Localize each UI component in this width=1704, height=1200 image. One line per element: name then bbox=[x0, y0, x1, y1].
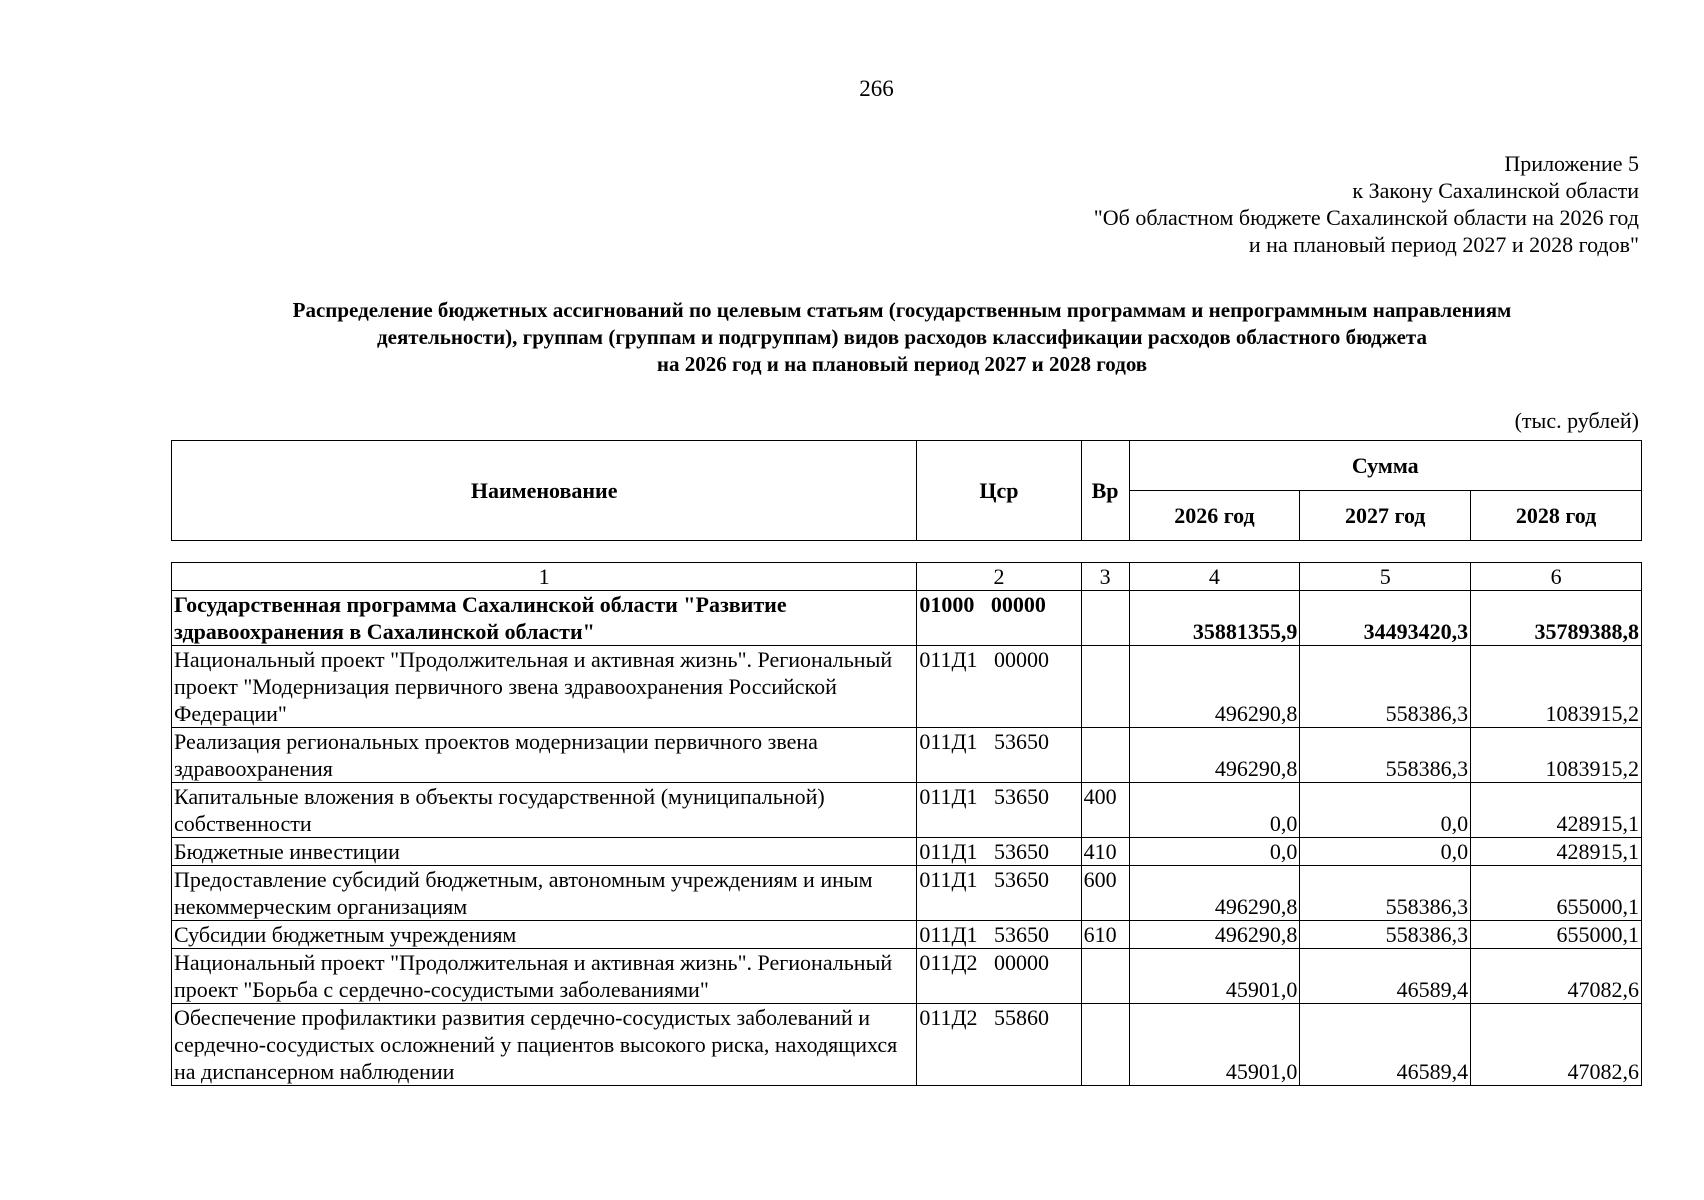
row-name: Обеспечение профилактики развития сердечно-сосудистых заболеваний и сердечно-сосудистых осложнений у пациентов высокого риска, находящихся на диспансерном наблюдении bbox=[172, 1004, 917, 1086]
title-line-1: Распределение бюджетных ассигнований по целевым статьям (государственным программам и непрограммным направлениям bbox=[292, 298, 1512, 322]
row-vr bbox=[1081, 949, 1129, 1004]
column-number: 1 bbox=[172, 563, 917, 591]
row-amount-2028: 1083915,2 bbox=[1471, 728, 1642, 783]
appendix-line-2: к Закону Сахалинской области bbox=[1352, 178, 1639, 203]
row-amount-2027: 558386,3 bbox=[1300, 646, 1471, 728]
row-amount-2026: 45901,0 bbox=[1129, 1004, 1300, 1086]
row-csr: 011Д1 53650 bbox=[917, 783, 1081, 838]
row-amount-2028: 428915,1 bbox=[1471, 783, 1642, 838]
row-csr: 01000 00000 bbox=[917, 591, 1081, 646]
row-vr bbox=[1081, 728, 1129, 783]
row-csr: 011Д1 53650 bbox=[917, 728, 1081, 783]
title-line-3: на 2026 год и на плановый период 2027 и 2028 годов bbox=[656, 352, 1148, 376]
row-amount-2027: 0,0 bbox=[1300, 838, 1471, 866]
column-number: 5 bbox=[1300, 563, 1471, 591]
row-name: Государственная программа Сахалинской области "Развитие здравоохранения в Сахалинской области" bbox=[172, 591, 917, 646]
header-sum: Сумма bbox=[1129, 441, 1642, 491]
header-2026: 2026 год bbox=[1129, 491, 1300, 541]
budget-table bbox=[171, 562, 1642, 1086]
row-amount-2027: 46589,4 bbox=[1300, 1004, 1471, 1086]
row-amount-2028: 47082,6 bbox=[1471, 1004, 1642, 1086]
row-amount-2028: 1083915,2 bbox=[1471, 646, 1642, 728]
row-csr: 011Д1 53650 bbox=[917, 921, 1081, 949]
row-amount-2027: 34493420,3 bbox=[1300, 591, 1471, 646]
column-numbers-row bbox=[172, 563, 1642, 591]
row-amount-2027: 558386,3 bbox=[1300, 728, 1471, 783]
appendix-line-1: Приложение 5 bbox=[1504, 151, 1639, 176]
row-amount-2026: 496290,8 bbox=[1129, 921, 1300, 949]
row-amount-2027: 0,0 bbox=[1300, 783, 1471, 838]
row-amount-2028: 47082,6 bbox=[1471, 949, 1642, 1004]
row-name: Национальный проект "Продолжительная и активная жизнь". Региональный проект "Борьба с сердечно-сосудистыми заболеваниями" bbox=[172, 949, 917, 1004]
row-vr: 400 bbox=[1081, 783, 1129, 838]
row-csr: 011Д1 53650 bbox=[917, 838, 1081, 866]
row-name: Национальный проект "Продолжительная и активная жизнь". Региональный проект "Модернизация первичного звена здравоохранения Российской Федерации" bbox=[172, 646, 917, 728]
row-name: Капитальные вложения в объекты государственной (муниципальной) собственности bbox=[172, 783, 917, 838]
table-row bbox=[172, 728, 1642, 783]
appendix-line-4: и на плановый период 2027 и 2028 годов" bbox=[1248, 232, 1639, 257]
table-row bbox=[172, 866, 1642, 921]
table-row bbox=[172, 1004, 1642, 1086]
row-name: Субсидии бюджетным учреждениям bbox=[172, 921, 917, 949]
row-csr: 011Д1 00000 bbox=[917, 646, 1081, 728]
header-2028: 2028 год bbox=[1471, 491, 1642, 541]
row-vr: 600 bbox=[1081, 866, 1129, 921]
table-row bbox=[172, 949, 1642, 1004]
row-amount-2027: 558386,3 bbox=[1300, 866, 1471, 921]
column-number: 3 bbox=[1081, 563, 1129, 591]
column-number: 2 bbox=[917, 563, 1081, 591]
title-line-2: деятельности), группам (группам и подгруппам) видов расходов классификации расходов областного бюджета bbox=[377, 325, 1427, 349]
row-amount-2026: 496290,8 bbox=[1129, 728, 1300, 783]
row-csr: 011Д2 00000 bbox=[917, 949, 1081, 1004]
row-vr bbox=[1081, 1004, 1129, 1086]
column-number: 4 bbox=[1129, 563, 1300, 591]
row-amount-2026: 0,0 bbox=[1129, 783, 1300, 838]
table-row bbox=[172, 783, 1642, 838]
table-header bbox=[171, 440, 1642, 541]
row-csr: 011Д1 53650 bbox=[917, 866, 1081, 921]
row-amount-2027: 558386,3 bbox=[1300, 921, 1471, 949]
row-name: Реализация региональных проектов модернизации первичного звена здравоохранения bbox=[172, 728, 917, 783]
row-amount-2026: 35881355,9 bbox=[1129, 591, 1300, 646]
row-amount-2026: 45901,0 bbox=[1129, 949, 1300, 1004]
row-amount-2026: 496290,8 bbox=[1129, 866, 1300, 921]
header-vr: Вр bbox=[1081, 441, 1129, 541]
row-amount-2026: 496290,8 bbox=[1129, 646, 1300, 728]
row-name: Бюджетные инвестиции bbox=[172, 838, 917, 866]
header-2027: 2027 год bbox=[1300, 491, 1471, 541]
row-amount-2028: 655000,1 bbox=[1471, 921, 1642, 949]
row-amount-2028: 428915,1 bbox=[1471, 838, 1642, 866]
row-vr: 410 bbox=[1081, 838, 1129, 866]
row-vr bbox=[1081, 646, 1129, 728]
units-label: (тыс. рублей) bbox=[1514, 408, 1639, 433]
row-amount-2027: 46589,4 bbox=[1300, 949, 1471, 1004]
header-name: Наименование bbox=[172, 441, 917, 541]
page-number: 266 bbox=[859, 76, 894, 101]
row-name: Предоставление субсидий бюджетным, автономным учреждениям и иным некоммерческим организациям bbox=[172, 866, 917, 921]
row-amount-2026: 0,0 bbox=[1129, 838, 1300, 866]
table-row bbox=[172, 591, 1642, 646]
table-row bbox=[172, 646, 1642, 728]
row-vr bbox=[1081, 591, 1129, 646]
table-row bbox=[172, 921, 1642, 949]
row-amount-2028: 655000,1 bbox=[1471, 866, 1642, 921]
table-row bbox=[172, 838, 1642, 866]
appendix-line-3: "Об областном бюджете Сахалинской области на 2026 год bbox=[1093, 205, 1639, 230]
header-csr: Цср bbox=[917, 441, 1081, 541]
appendix-block bbox=[1094, 150, 1639, 258]
row-csr: 011Д2 55860 bbox=[917, 1004, 1081, 1086]
row-vr: 610 bbox=[1081, 921, 1129, 949]
document-title bbox=[172, 297, 1632, 378]
column-number: 6 bbox=[1471, 563, 1642, 591]
row-amount-2028: 35789388,8 bbox=[1471, 591, 1642, 646]
